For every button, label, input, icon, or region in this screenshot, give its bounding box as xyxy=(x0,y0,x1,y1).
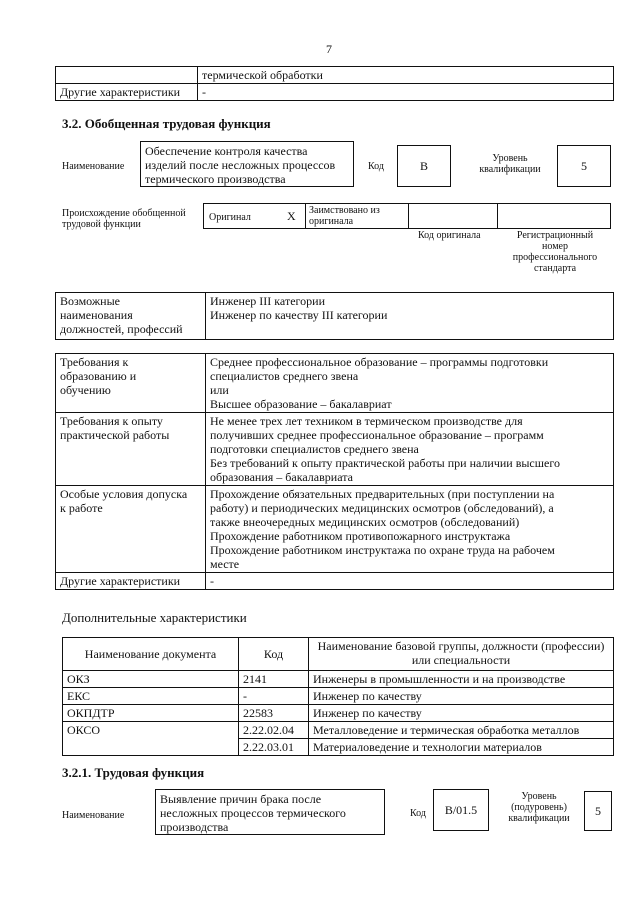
requirement-label-line: образованию и xyxy=(60,369,137,383)
positions-value-line: Инженер по качеству III категории xyxy=(210,308,388,322)
top-table-row1-value: термической обработки xyxy=(198,67,614,84)
origin-label-line: Происхождение обобщенной xyxy=(62,208,186,219)
additional-code: 2141 xyxy=(239,671,309,688)
additional-doc: ОКЗ xyxy=(63,671,239,688)
requirement-value: - xyxy=(206,573,614,590)
sub-level-label xyxy=(500,791,578,824)
origin-box xyxy=(203,203,611,229)
requirement-label xyxy=(56,486,206,573)
requirement-value-line: подготовки специалистов среднего звена xyxy=(210,442,419,456)
origin-divider xyxy=(305,203,306,229)
requirement-value xyxy=(206,354,614,413)
requirement-label xyxy=(56,413,206,486)
additional-code: 22583 xyxy=(239,705,309,722)
positions-label-line: наименования xyxy=(60,308,133,322)
requirement-row-conditions xyxy=(56,486,614,573)
additional-header-name: Наименование базовой группы, должности (профессии) или специальности xyxy=(309,638,614,671)
sub-level-label-line: Уровень xyxy=(521,791,557,802)
requirement-label xyxy=(56,354,206,413)
level-label xyxy=(470,153,550,175)
requirement-row-other xyxy=(56,573,614,590)
original-label: Оригинал xyxy=(209,212,251,223)
sub-name-line: несложных процессов термического xyxy=(160,806,346,820)
requirements-table xyxy=(55,353,614,590)
requirement-value-line: месте xyxy=(210,557,240,571)
additional-doc: ОКПДТР xyxy=(63,705,239,722)
requirement-value-line: получивших среднее профессиональное образование – программ xyxy=(210,428,544,442)
additional-name: Материаловедение и технологии материалов xyxy=(309,739,614,756)
requirement-value-line: Прохождение обязательных предварительных (при поступлении на xyxy=(210,487,555,501)
table-row xyxy=(63,722,614,739)
origin-divider xyxy=(497,203,498,229)
sub-level-value: 5 xyxy=(584,791,612,831)
code-value: B xyxy=(397,145,451,187)
origin-divider xyxy=(408,203,409,229)
name-line: Обеспечение контроля качества xyxy=(145,144,308,158)
requirement-label-line: практической работы xyxy=(60,428,170,442)
original-mark: X xyxy=(287,209,296,223)
level-value: 5 xyxy=(557,145,611,187)
sub-name-line: производства xyxy=(160,820,229,834)
requirement-row-experience xyxy=(56,413,614,486)
requirement-value-line: Высшее образование – бакалавриат xyxy=(210,397,392,411)
name-line: термического производства xyxy=(145,172,286,186)
table-row xyxy=(63,739,614,756)
page-number: 7 xyxy=(326,42,332,56)
sub-name-label: Наименование xyxy=(62,810,125,821)
code-label: Код xyxy=(368,161,384,172)
requirement-label: Другие характеристики xyxy=(56,573,206,590)
name-line: изделий после несложных процессов xyxy=(145,158,336,172)
requirement-value-line: Прохождение работником противопожарного инструктажа xyxy=(210,529,511,543)
sub-level-label-line: (подуровень) xyxy=(511,802,567,813)
requirement-value-line: Прохождение работником инструктажа по охране труда на рабочем xyxy=(210,543,555,557)
requirement-value-line: образования – бакалавриата xyxy=(210,470,353,484)
additional-code: 2.22.03.01 xyxy=(239,739,309,756)
requirement-value-line: Не менее трех лет техником в термическом производстве для xyxy=(210,414,523,428)
positions-table xyxy=(55,292,614,340)
origin-label-line: трудовой функции xyxy=(62,219,141,230)
requirement-value-line: также внеочередных медицинских осмотров (обследований) xyxy=(210,515,520,529)
additional-table xyxy=(62,637,614,756)
sub-name-line: Выявление причин брака после xyxy=(160,792,322,806)
subsection-heading: 3.2.1. Трудовая функция xyxy=(62,765,205,780)
additional-doc: ОКСО xyxy=(63,722,239,739)
sub-code-value: B/01.5 xyxy=(433,789,489,831)
level-label-line: Уровень xyxy=(492,153,528,164)
additional-name: Металловедение и термическая обработка металлов xyxy=(309,722,614,739)
top-table-row2-value: - xyxy=(198,84,614,101)
additional-header-doc: Наименование документа xyxy=(63,638,239,671)
top-table-row2-label: Другие характеристики xyxy=(56,84,198,101)
reg-number-line: Регистрационный xyxy=(516,230,594,241)
table-row xyxy=(63,671,614,688)
table-row xyxy=(63,705,614,722)
additional-doc xyxy=(63,739,239,756)
positions-value-line: Инженер III категории xyxy=(210,294,325,308)
top-table-row1-label xyxy=(56,67,198,84)
code-original-label: Код оригинала xyxy=(418,230,481,241)
sub-code-label: Код xyxy=(410,808,426,819)
name-box xyxy=(140,141,354,187)
additional-header-code: Код xyxy=(239,638,309,671)
borrowed-label xyxy=(309,205,380,227)
borrowed-line: оригинала xyxy=(309,216,354,227)
requirement-label-line: Особые условия допуска xyxy=(60,487,188,501)
origin-label xyxy=(62,208,186,230)
requirement-value xyxy=(206,413,614,486)
additional-code: - xyxy=(239,688,309,705)
additional-title: Дополнительные характеристики xyxy=(62,610,247,625)
requirement-value-line: Без требований к опыту практической работы при наличии высшего xyxy=(210,456,560,470)
positions-value xyxy=(206,293,614,340)
name-label: Наименование xyxy=(62,161,125,172)
borrowed-line: Заимствовано из xyxy=(309,205,380,216)
additional-name: Инженеры в промышленности и на производстве xyxy=(309,671,614,688)
level-label-line: квалификации xyxy=(479,164,541,175)
requirement-label-line: к работе xyxy=(60,501,103,515)
section-heading: 3.2. Обобщенная трудовая функция xyxy=(62,116,271,131)
reg-number-label xyxy=(503,230,607,274)
requirement-value-line: работу) и периодических медицинских осмотров (обследований), а xyxy=(210,501,554,515)
requirement-value-line: или xyxy=(210,383,229,397)
sub-level-label-line: квалификации xyxy=(508,813,570,824)
additional-name: Инженер по качеству xyxy=(309,688,614,705)
positions-label-line: Возможные xyxy=(60,294,120,308)
top-table xyxy=(55,66,614,101)
requirement-value-line: Среднее профессиональное образование – программы подготовки xyxy=(210,355,549,369)
positions-label-line: должностей, профессий xyxy=(60,322,183,336)
additional-name: Инженер по качеству xyxy=(309,705,614,722)
positions-label xyxy=(56,293,206,340)
requirement-label-line: Требования к опыту xyxy=(60,414,163,428)
reg-number-line: стандарта xyxy=(533,263,577,274)
requirement-value-line: специалистов среднего звена xyxy=(210,369,359,383)
table-row xyxy=(63,688,614,705)
requirement-row-education xyxy=(56,354,614,413)
reg-number-line: профессионального xyxy=(512,252,598,263)
additional-code: 2.22.02.04 xyxy=(239,722,309,739)
sub-name-box xyxy=(155,789,385,835)
requirement-label-line: обучению xyxy=(60,383,111,397)
requirement-value xyxy=(206,486,614,573)
reg-number-line: номер xyxy=(542,241,568,252)
requirement-label-line: Требования к xyxy=(60,355,129,369)
additional-doc: ЕКС xyxy=(63,688,239,705)
